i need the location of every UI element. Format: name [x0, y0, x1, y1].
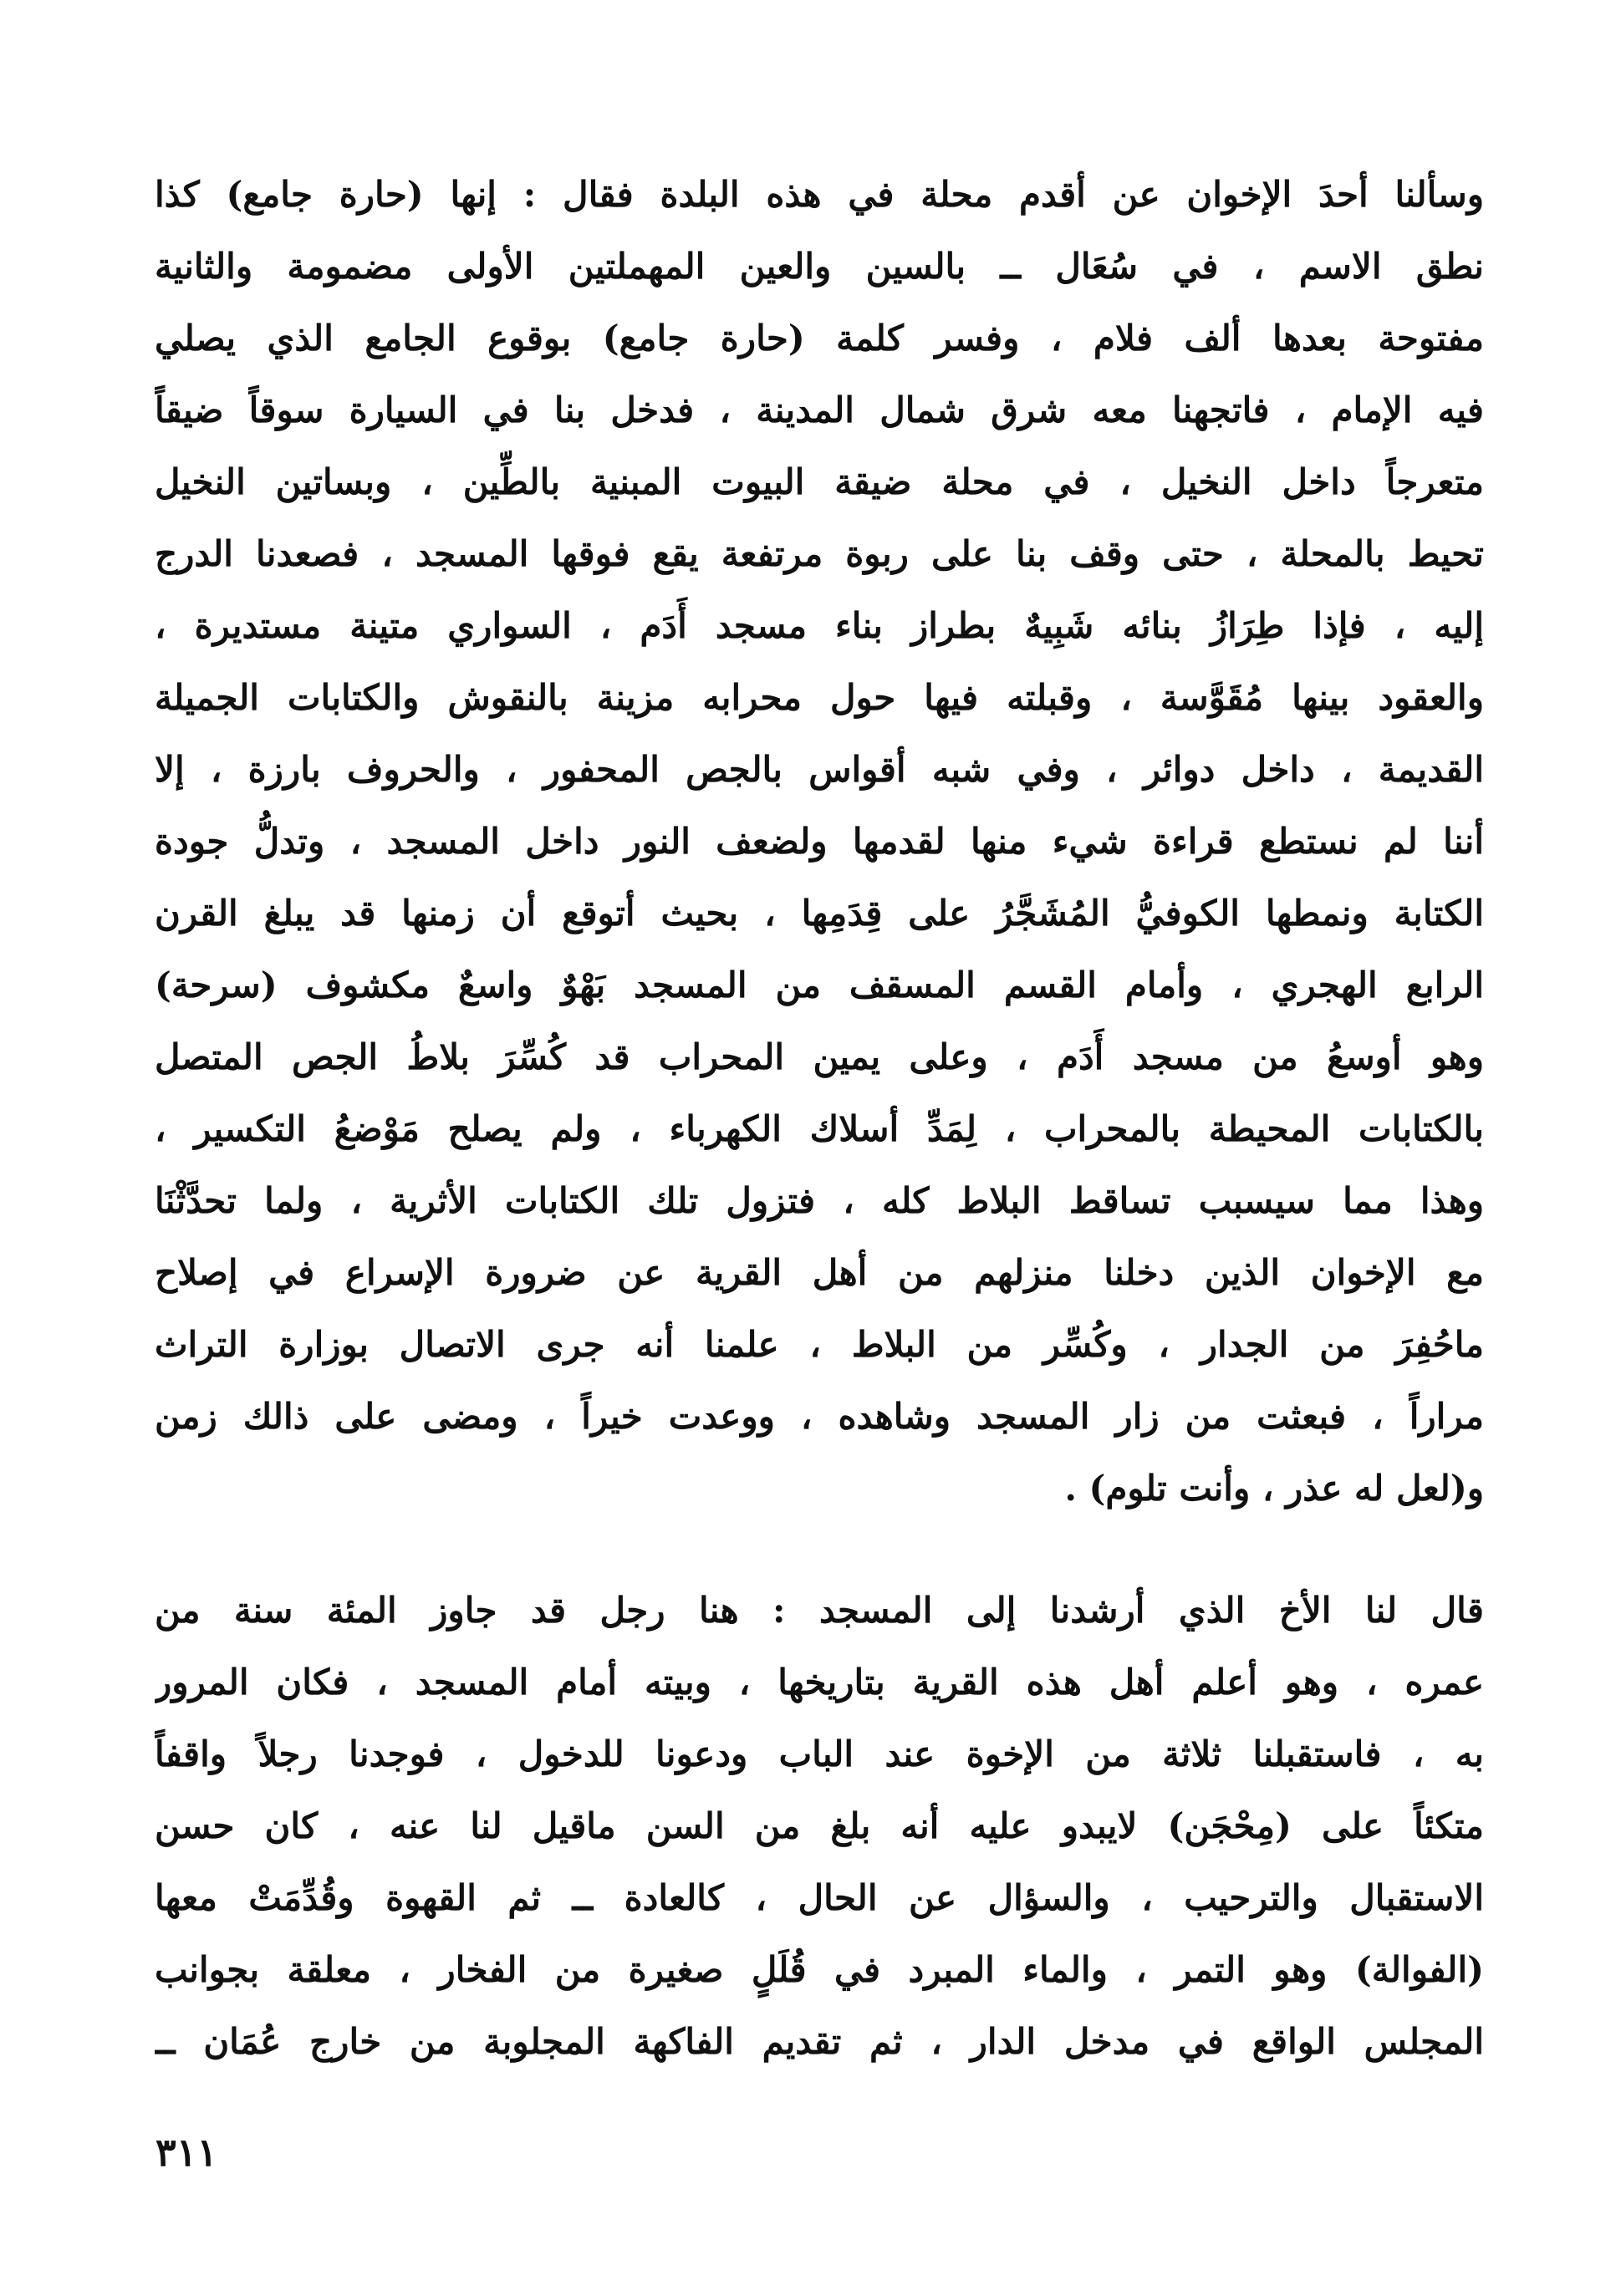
text-line: والعقود بينها مُقَوَّسة ، وقبلته فيها حول محرابه مزينة بالنقوش والكتابات الجميلة [155, 677, 1484, 718]
paragraph-2 [155, 1575, 1484, 2078]
paragraph-1 [155, 159, 1484, 1525]
text-line: مع الإخوان الذين دخلنا منزلهم من أهل القرية عن ضرورة الإسراع في إصلاح [155, 1252, 1484, 1293]
text-line: القديمة ، داخل دوائر ، وفي شبه أقواس بالجص المحفور ، والحروف بارزة ، إلا [155, 749, 1484, 790]
text-line: به ، فاستقبلنا ثلاثة من الإخوة عند الباب ودعونا للدخول ، فوجدنا رجلاً واقفاً [155, 1733, 1484, 1774]
text-line: وسألنا أحدَ الإخوان عن أقدم محلة في هذه البلدة فقال : إنها (حارة جامع) كذا [155, 174, 1484, 215]
text-line: تحيط بالمحلة ، حتى وقف بنا على ربوة مرتفعة يقع فوقها المسجد ، فصعدنا الدرج [155, 533, 1484, 574]
text-line: المجلس الواقع في مدخل الدار ، ثم تقديم الفاكهة المجلوبة من خارج عُمَان ــ [155, 2021, 1484, 2062]
text-line: إليه ، فإذا طِرَازُ بنائه شَبِيهٌ بطراز بناء مسجد أَدَم ، السواري متينة مستديرة ، [155, 605, 1484, 646]
text-line: و(لعل له عذر ، وأنت تلوم) . [1064, 1468, 1484, 1509]
text-line: مفتوحة بعدها ألف فلام ، وفسر كلمة (حارة جامع) بوقوع الجامع الذي يصلي [155, 318, 1484, 359]
text-line: ماحُفِرَ من الجدار ، وكُسِّر من البلاط ، علمنا أنه جرى الاتصال بوزارة التراث [155, 1324, 1484, 1365]
text-line: الرابع الهجري ، وأمام القسم المسقف من المسجد بَهْوٌ واسعٌ مكشوف (سرحة) [155, 965, 1484, 1005]
text-line: بالكتابات المحيطة بالمحراب ، لِمَدِّ أسلاك الكهرباء ، ولم يصلح مَوْضعُ التكسير ، [155, 1108, 1484, 1149]
text-line: وهو أوسعُ من مسجد أَدَم ، وعلى يمين المحراب قد كُسِّرَ بلاطُ الجص المتصل [155, 1036, 1484, 1077]
text-line: وهذا مما سيسبب تساقط البلاط كله ، فتزول تلك الكتابات الأثرية ، ولما تحدَّثْنَا [155, 1180, 1484, 1221]
page-number: ٣١١ [155, 2130, 218, 2175]
text-line: فيه الإمام ، فاتجهنا معه شرق شمال المدينة ، فدخل بنا في السيارة سوقاً ضيقاً [155, 389, 1484, 430]
text-line: متعرجاً داخل النخيل ، في محلة ضيقة البيوت المبنية بالطِّين ، وبساتين النخيل [155, 461, 1484, 502]
text-line: أننا لم نستطع قراءة شيء منها لقدمها ولضعف النور داخل المسجد ، وتدلُّ جودة [155, 821, 1484, 862]
text-line: نطق الاسم ، في سُعَال ــ بالسين والعين المهملتين الأولى مضمومة والثانية [155, 246, 1484, 287]
text-line: متكئاً على (مِحْجَن) لايبدو عليه أنه بلغ من السن ماقيل لنا عنه ، كان حسن [155, 1805, 1484, 1846]
text-line: الاستقبال والترحيب ، والسؤال عن الحال ، كالعادة ــ ثم القهوة وقُدِّمَتْ معها [155, 1877, 1484, 1918]
text-line: (الفوالة) وهو التمر ، والماء المبرد في قُلَلٍ صغيرة من الفخار ، معلقة بجوانب [155, 1949, 1484, 1990]
text-line: الكتابة ونمطها الكوفيُّ المُشَجَّرُ على قِدَمِها ، بحيث أتوقع أن زمنها قد يبلغ القرن [155, 893, 1484, 934]
text-line: عمره ، وهو أعلم أهل هذه القرية بتاريخها ، وبيته أمام المسجد ، فكان المرور [155, 1662, 1484, 1703]
text-line: مراراً ، فبعثت من زار المسجد وشاهده ، ووعدت خيراً ، ومضى على ذالك زمن [155, 1396, 1484, 1437]
text-line: قال لنا الأخ الذي أرشدنا إلى المسجد : هنا رجل قد جاوز المئة سنة من [155, 1590, 1484, 1631]
